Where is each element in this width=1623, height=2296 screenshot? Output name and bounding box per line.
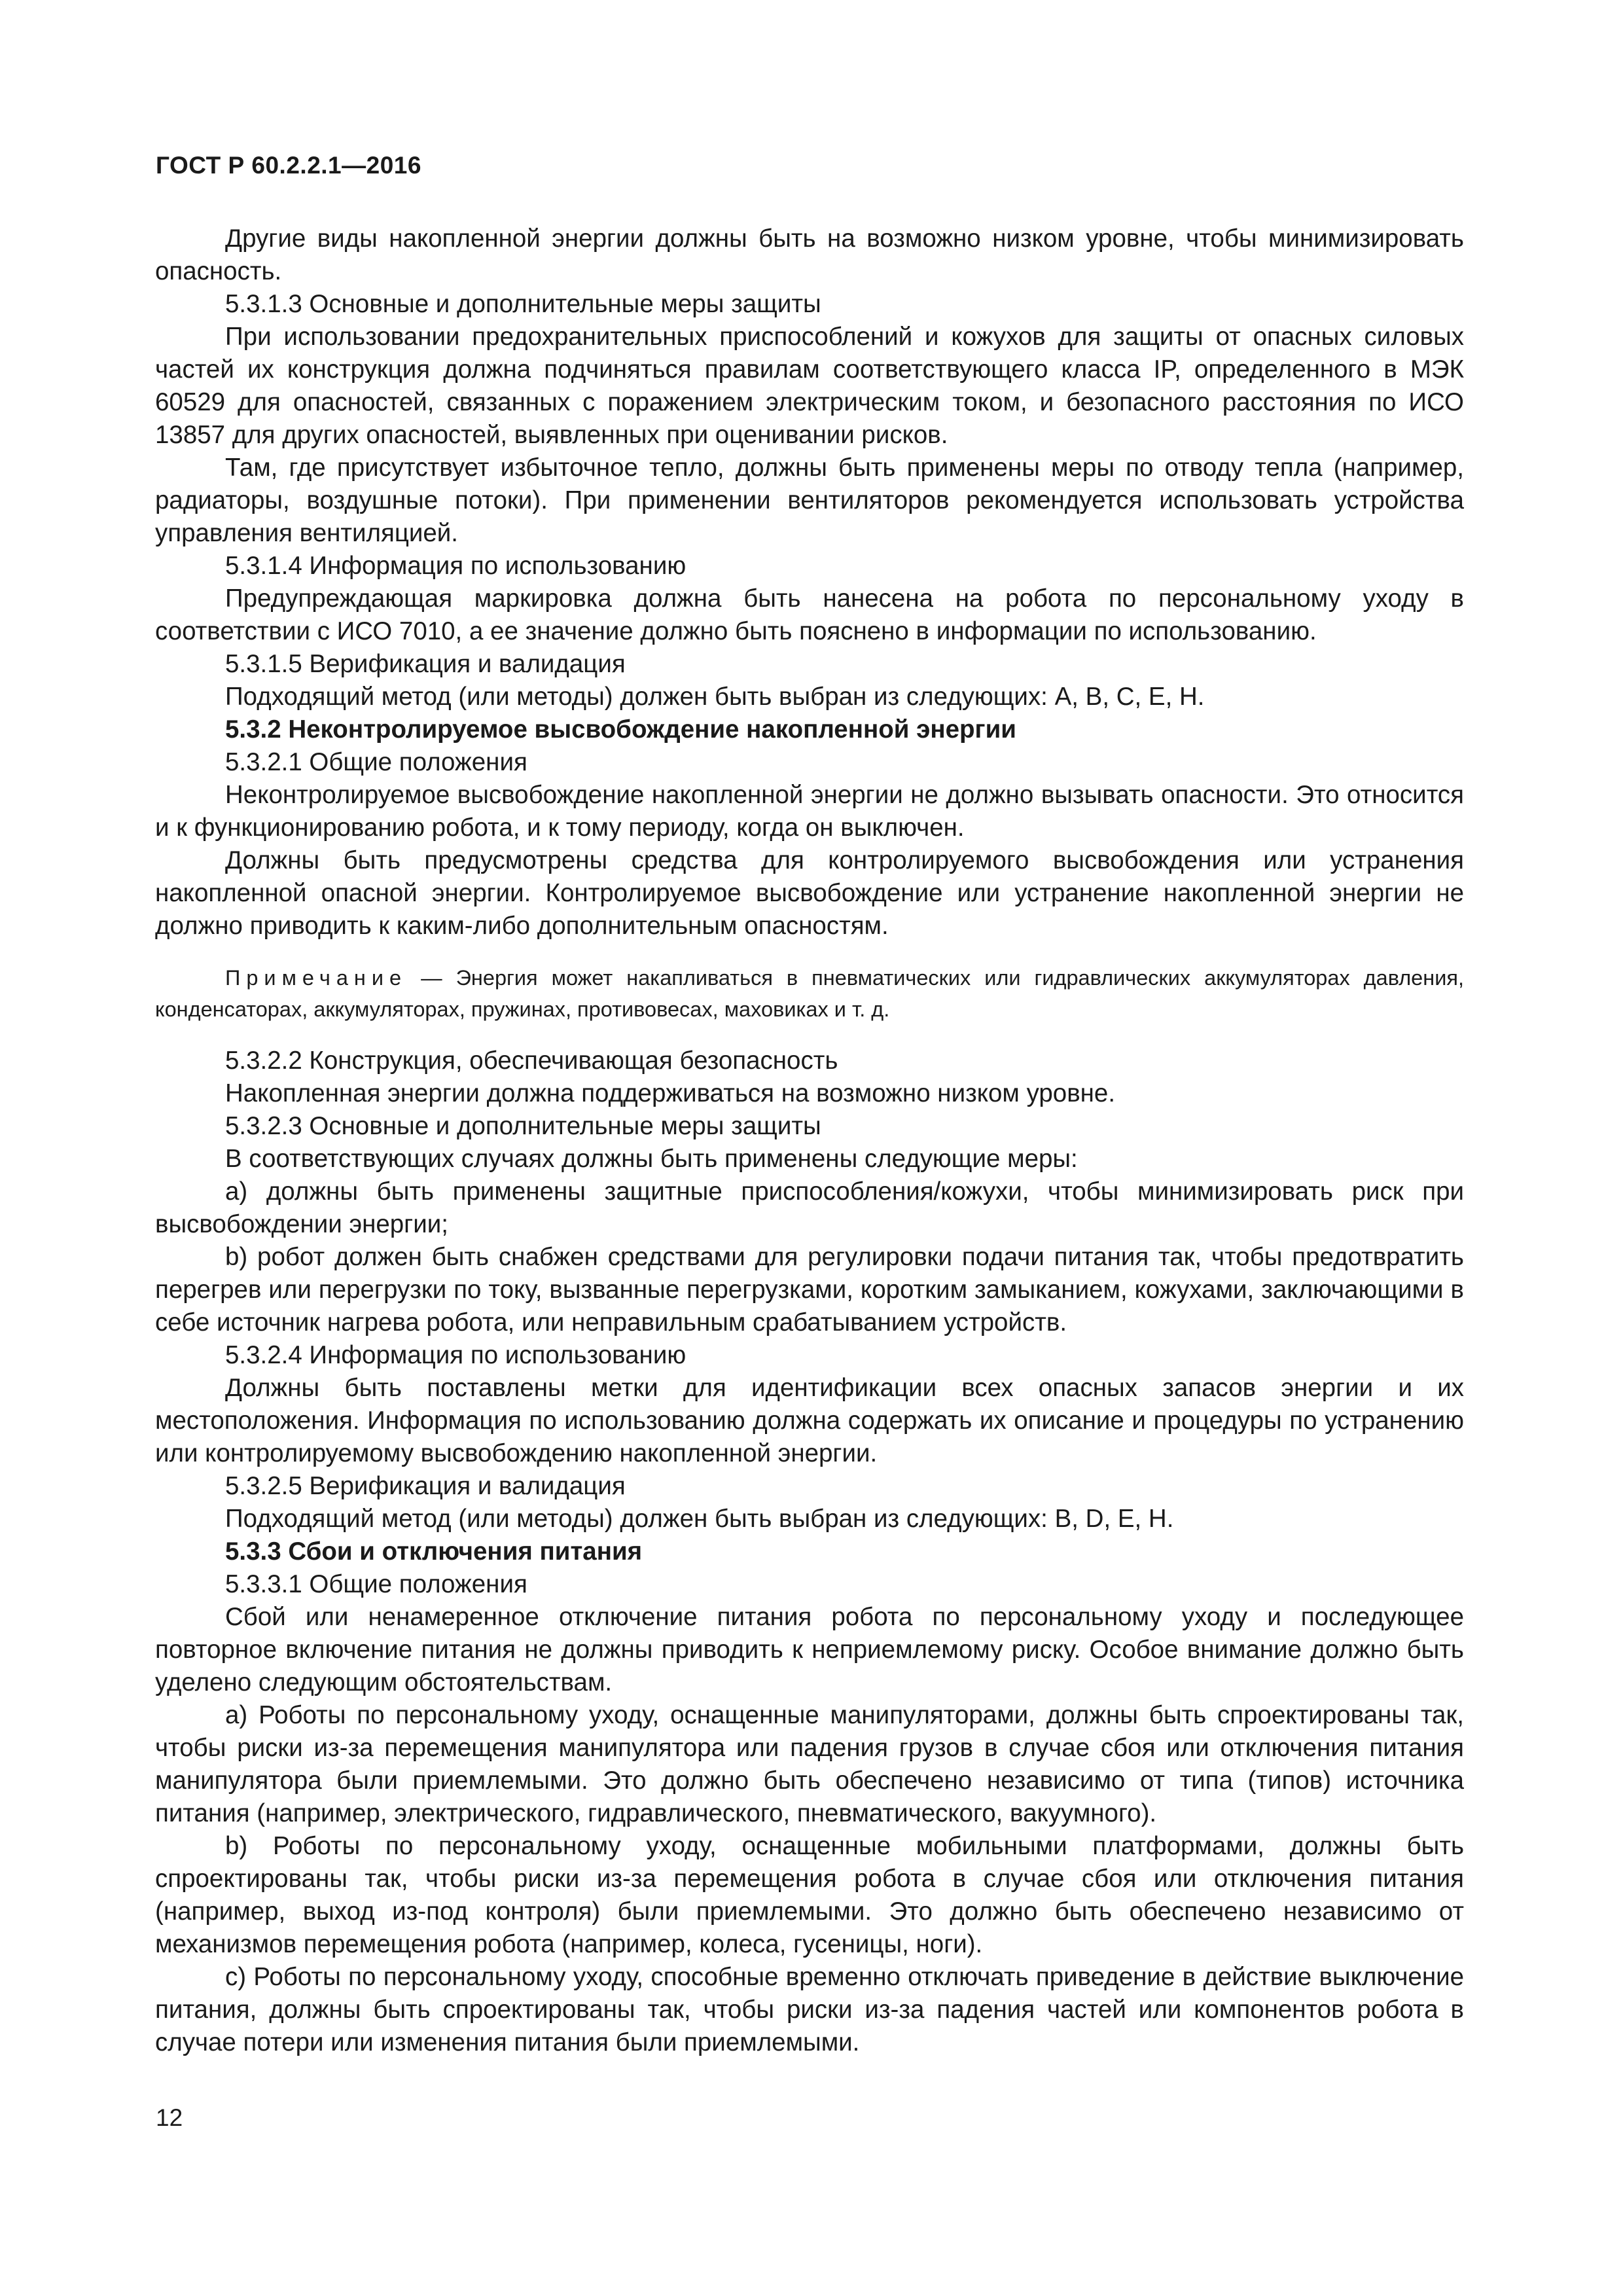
- paragraph: Неконтролируемое высвобождение накопленной энергии не должно вызывать опасности. Это относится и к функционированию робота, и к тому периоду, когда он выключен.: [155, 781, 1464, 842]
- page-number: 12: [156, 2104, 183, 2131]
- paragraph: Предупреждающая маркировка должна быть нанесена на робота по персональному уходу в соответствии с ИСО 7010, а ее значение должно быть пояснено в информации по использованию.: [155, 584, 1464, 645]
- subsection-heading: 5.3.2.1 Общие положения: [225, 748, 527, 776]
- subsection-heading: 5.3.1.3 Основные и дополнительные меры защиты: [225, 290, 821, 318]
- paragraph: Сбой или ненамеренное отключение питания робота по персональному уходу и последующее повторное включение питания не должны приводить к неприемлемому риску. Особое внимание должно быть уделено следующим обстоятельствам.: [155, 1603, 1464, 1696]
- document-body: [155, 223, 1464, 2059]
- note-text: — Энергия может накапливаться в пневматических или гидравлических аккумуляторах давления, конденсаторах, аккумуляторах, пружинах, противовесах, маховиках и т. д.: [155, 966, 1464, 1021]
- paragraph: Там, где присутствует избыточное тепло, должны быть применены меры по отводу тепла (например, радиаторы, воздушные потоки). При применении вентиляторов рекомендуется использовать устройства управления вентиляцией.: [155, 454, 1464, 547]
- list-item: c) Роботы по персональному уходу, способные временно отключать приведение в действие выключение питания, должны быть спроектированы так, чтобы риски из-за падения частей или компонентов робота в случае потери или изменения питания были приемлемыми.: [155, 1963, 1464, 2056]
- paragraph: Другие виды накопленной энергии должны быть на возможно низком уровне, чтобы минимизировать опасность.: [155, 224, 1464, 285]
- list-item: b) Роботы по персональному уходу, оснащенные мобильными платформами, должны быть спроектированы так, чтобы риски из-за перемещения робота в случае сбоя или отключения питания (например, выход из-под контроля) были приемлемыми. Это должно быть обеспечено независимо от механизмов перемещения робота (например, колеса, гусеницы, ноги).: [155, 1832, 1464, 1958]
- section-heading: 5.3.2 Неконтролируемое высвобождение накопленной энергии: [225, 715, 1016, 744]
- list-item: a) Роботы по персональному уходу, оснащенные манипуляторами, должны быть спроектированы так, чтобы риски из-за перемещения манипулятора или падения грузов в случае сбоя или отключения питания манипулятора были приемлемыми. Это должно быть обеспечено независимо от типа (типов) источника питания (например, электрического, гидравлического, пневматического, вакуумного).: [155, 1701, 1464, 1827]
- note-label: Примечание: [225, 966, 408, 990]
- document-standard-header: ГОСТ Р 60.2.2.1—2016: [156, 152, 421, 179]
- paragraph: Должны быть поставлены метки для идентификации всех опасных запасов энергии и их местоположения. Информация по использованию должна содержать их описание и процедуры по устранению или контролируемому высвобождению накопленной энергии.: [155, 1374, 1464, 1467]
- paragraph: Накопленная энергии должна поддерживаться на возможно низком уровне.: [225, 1079, 1116, 1107]
- subsection-heading: 5.3.2.2 Конструкция, обеспечивающая безопасность: [225, 1047, 838, 1075]
- subsection-heading: 5.3.2.3 Основные и дополнительные меры защиты: [225, 1112, 821, 1140]
- list-item: b) робот должен быть снабжен средствами для регулировки подачи питания так, чтобы предотвратить перегрев или перегрузки по току, вызванные перегрузками, коротким замыканием, кожухами, заключающими в себе источник нагрева робота, или неправильным срабатыванием устройств.: [155, 1243, 1464, 1336]
- paragraph: Должны быть предусмотрены средства для контролируемого высвобождения или устранения накопленной опасной энергии. Контролируемое высвобождение или устранение накопленной энергии не должно приводить к каким-либо дополнительным опасностям.: [155, 846, 1464, 940]
- subsection-heading: 5.3.1.5 Верификация и валидация: [225, 650, 626, 678]
- subsection-heading: 5.3.3.1 Общие положения: [225, 1570, 527, 1598]
- subsection-heading: 5.3.2.4 Информация по использованию: [225, 1341, 687, 1369]
- paragraph: Подходящий метод (или методы) должен быть выбран из следующих: A, B, C, E, H.: [225, 683, 1205, 711]
- paragraph: В соответствующих случаях должны быть применены следующие меры:: [225, 1145, 1078, 1173]
- section-heading: 5.3.3 Сбои и отключения питания: [225, 1537, 643, 1566]
- subsection-heading: 5.3.2.5 Верификация и валидация: [225, 1472, 626, 1500]
- subsection-heading: 5.3.1.4 Информация по использованию: [225, 552, 687, 580]
- paragraph: При использовании предохранительных приспособлений и кожухов для защиты от опасных силовых частей их конструкция должна подчиняться правилам соответствующего класса IP, определенного в МЭК 60529 для опасностей, связанных с поражением электрическим током, и безопасного расстояния по ИСО 13857 для других опасностей, выявленных при оценивании рисков.: [155, 323, 1464, 449]
- paragraph: Подходящий метод (или методы) должен быть выбран из следующих: B, D, E, H.: [225, 1505, 1174, 1533]
- note: [155, 962, 1464, 1025]
- list-item: a) должны быть применены защитные приспособления/кожухи, чтобы минимизировать риск при высвобождении энергии;: [155, 1177, 1464, 1238]
